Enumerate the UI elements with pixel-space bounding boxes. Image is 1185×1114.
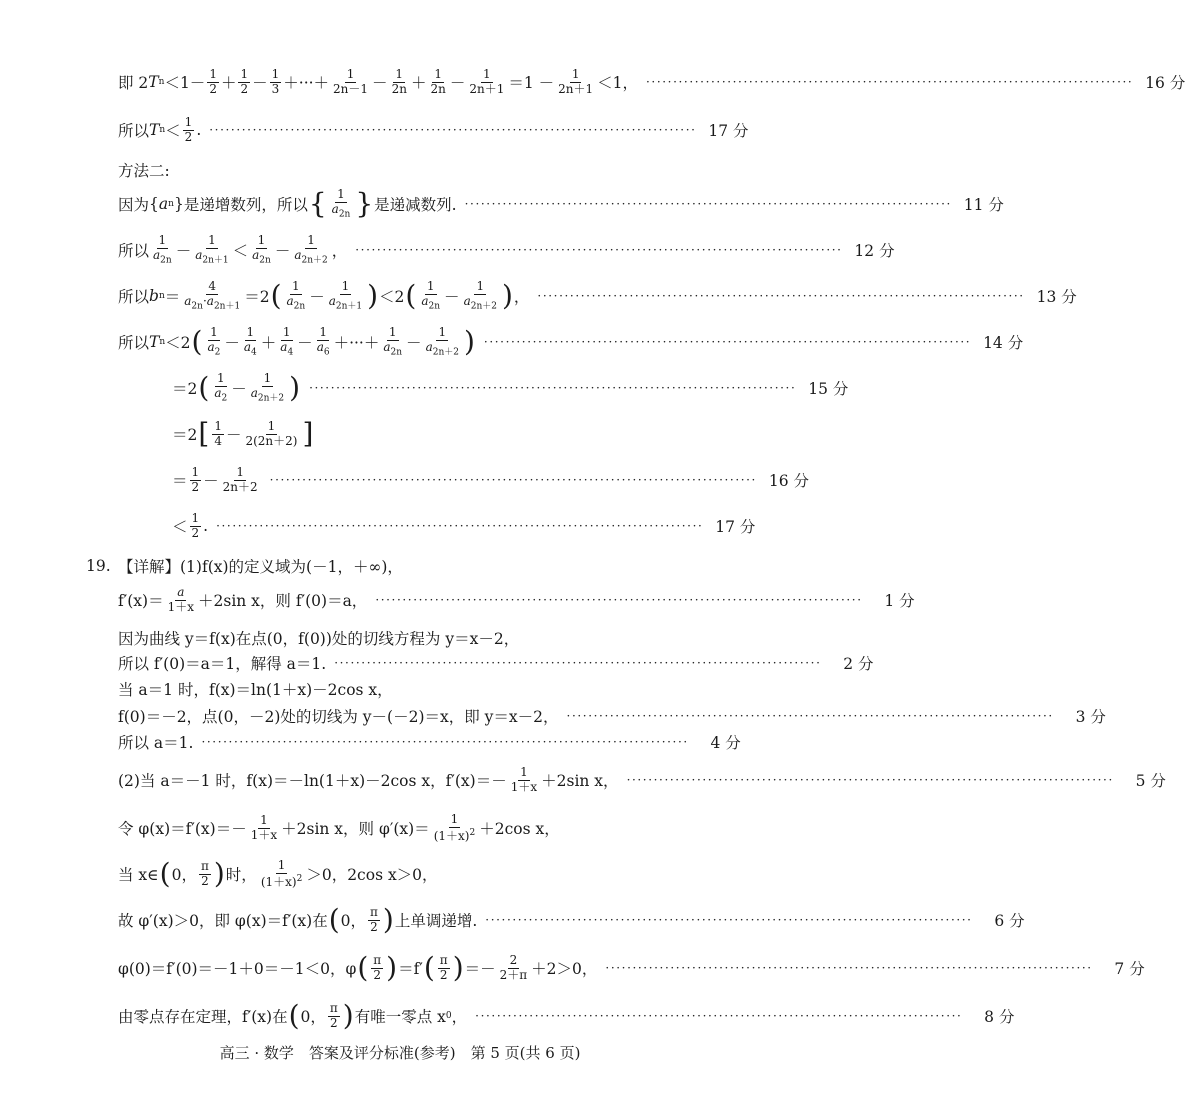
score: 7 分 — [1114, 960, 1145, 978]
score: 17 分 — [708, 122, 749, 140]
score: 13 分 — [1036, 288, 1077, 306]
score: 12 分 — [854, 242, 895, 260]
solution-line-8: ＝2 ( $\frac{1}{a_2}$ － $\frac{1}{a_{2n+2}}$ ) ·························································································· 15 分 — [172, 371, 849, 404]
solution-line-11: ＜ $\frac{1}{2}$ . ·························································································· 17 分 — [172, 510, 756, 540]
q19-line-2: 因为曲线 y＝f(x)在点(0，f(0))处的切线方程为 y＝x－2， — [118, 630, 520, 648]
q19-line-8: 令 φ(x)＝f′(x)＝－ $\frac{1}{1+x}$ ＋2sin x，则 φ′(x)＝ $\frac{1}{(1+x)^2}$ ＋2cos x， — [118, 811, 560, 843]
score: 5 分 — [1135, 772, 1166, 790]
score: 16 分 — [1145, 74, 1185, 92]
q19-line-11: φ(0)＝f′(0)＝－1＋0＝－1＜0，φ ( $\frac{\pi}{2}$ ) ＝f′ ( $\frac{\pi}{2}$ ) ＝－ $\frac{2}{2+\pi}$ ＋2＞0， ·························································································· 7 分 — [118, 951, 1145, 984]
solution-line-2: 所以 T n ＜ $\frac{1}{2}$ . ·························································································· 17 分 — [118, 114, 749, 144]
solution-line-7: 所以 T n ＜2 ( $\frac{1}{a_2}$ － $\frac{1}{a_4}$ ＋ $\frac{1}{a_4}$ － $\frac{1}{a_6}$ ＋···＋ $\frac{1}{a_{2n}}$ － $\frac{1}{a_{2n+2}}$ ) ·························································································· 14 分 — [118, 325, 1024, 358]
solution-line-1: 即 2 T n ＜1－ $\frac{1}{2}$ ＋ $\frac{1}{2}$ － $\frac{1}{3}$ ＋···＋ $\frac{1}{2n-1}$ － $\frac{1}{2n}$ ＋ $\frac{1}{2n}$ － $\frac{1}{2n+1}$ ＝1 － $\frac{1}{2n+1}$ ＜1， ·························································································· 16 分 — [118, 66, 1185, 96]
q19-line-7: (2)当 a＝－1 时，f(x)＝－ln(1＋x)－2cos x，f′(x)＝－ $\frac{1}{1+x}$ ＋2sin x， ·························································································· 5 分 — [118, 764, 1166, 794]
score: 1 分 — [884, 592, 915, 610]
q19-line-6: 所以 a＝1. ·························································································· 4 分 — [118, 722, 718, 762]
page-footer: 高三 · 数学 答案及评分标准(参考) 第 5 页(共 6 页) — [219, 1044, 581, 1062]
score: 17 分 — [715, 518, 756, 536]
q19-line-5: f(0)＝－2，点(0，－2)处的切线为 y－(－2)＝x，即 y＝x－2， ·························································································· 3 分 — [118, 696, 718, 736]
question-19-heading: 19. 【详解】(1)f(x)的定义域为(－1，＋∞)， — [86, 557, 403, 576]
solution-line-4: 因为 { a n } 是递增数列，所以 { $\frac{1}{a_{2n}}$ } 是递减数列. ·························································································· 11 分 — [118, 187, 1004, 220]
q19-line-9: 当 x∈ ( 0， $\frac{\pi}{2}$ ) 时， $\frac{1}{(1+x)^2}$ ＞0，2cos x＞0， — [118, 857, 438, 890]
q19-line-3: 所以 f′(0)＝a＝1，解得 a＝1. ·························································································· 2 分 — [118, 643, 718, 683]
score: 8 分 — [984, 1008, 1015, 1026]
score: 3 分 — [1075, 708, 1106, 726]
solution-line-10: ＝ $\frac{1}{2}$ － $\frac{1}{2n+2}$ ·························································································· 16 分 — [172, 464, 809, 494]
score: 2 分 — [843, 655, 874, 673]
solution-line-5: 所以 $\frac{1}{a_{2n}}$ － $\frac{1}{a_{2n+1}}$ ＜ $\frac{1}{a_{2n}}$ － $\frac{1}{a_{2n+2}}$ ， ·························································································· 12 分 — [118, 233, 895, 266]
q19-line-12: 由零点存在定理，f′(x)在 ( 0， $\frac{\pi}{2}$ ) 有唯一零点 x 0 ， ·························································································· 8 分 — [118, 999, 1015, 1032]
score: 6 分 — [994, 912, 1025, 930]
method-two-heading: 方法二: — [118, 162, 170, 180]
score: 11 分 — [963, 196, 1004, 214]
score: 4 分 — [710, 734, 741, 752]
q19-line-10: 故 φ′(x)＞0，即 φ(x)＝f′(x)在 ( 0， $\frac{\pi}{2}$ ) 上单调递增. ·························································································· 6 分 — [118, 903, 1025, 936]
solution-line-6: 所以 b n ＝ $\frac{4}{a_{2n}\cdot a_{2n+1}}$ ＝2 ( $\frac{1}{a_{2n}}$ － $\frac{1}{a_{2n+1}}$ ) ＜2 ( $\frac{1}{a_{2n}}$ － $\frac{1}{a_{2n+2}}$ ) ， ·························································································· 13 分 — [118, 279, 1077, 312]
solution-line-9: ＝2 [ $\frac{1}{4}$ － $\frac{1}{2(2n+2)}$ ] — [172, 417, 314, 450]
score: 15 分 — [808, 380, 849, 398]
score: 14 分 — [983, 334, 1024, 352]
q19-line-1: f′(x)＝ $\frac{a}{1+x}$ ＋2sin x，则 f′(0)＝a， ·························································································· 1 分 — [118, 584, 915, 614]
score: 16 分 — [768, 472, 809, 490]
q19-line-4: 当 a＝1 时，f(x)＝ln(1＋x)－2cos x， — [118, 681, 393, 699]
